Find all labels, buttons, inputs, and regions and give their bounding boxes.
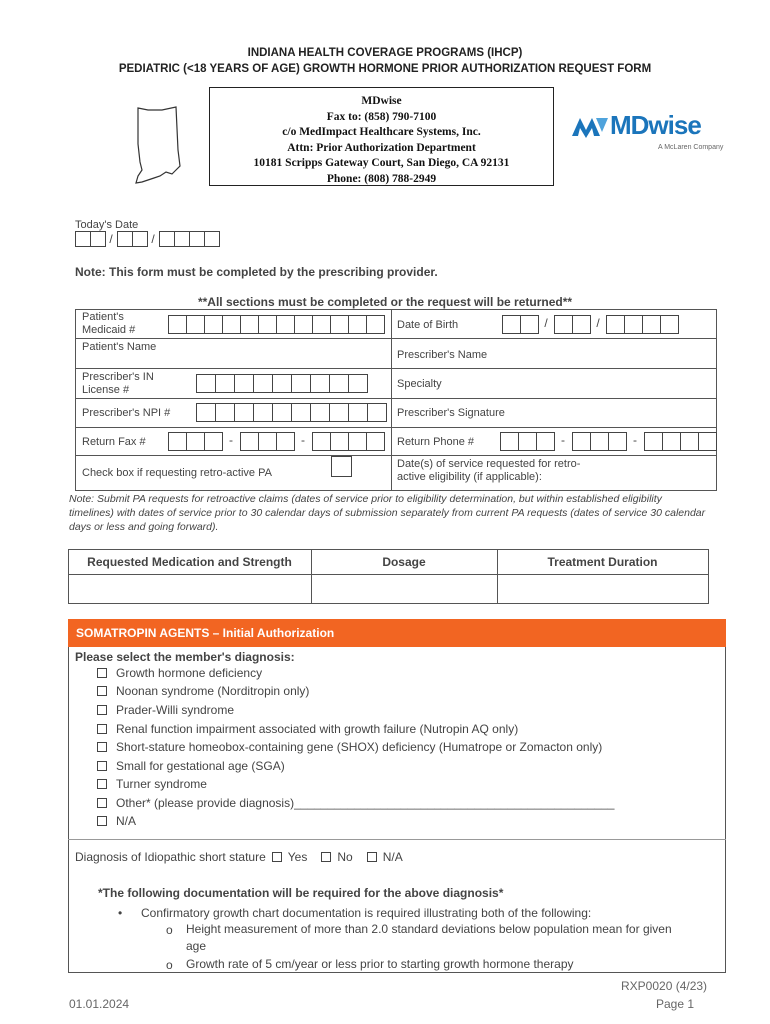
checkbox-icon[interactable] xyxy=(97,816,107,826)
prescriber-name-input[interactable] xyxy=(500,340,714,366)
checkbox-icon[interactable] xyxy=(97,686,107,696)
return-fax-label: Return Fax # xyxy=(82,436,146,448)
sub-bullet-icon: o xyxy=(166,958,173,972)
return-phone-label: Return Phone # xyxy=(397,436,475,448)
diagnosis-option[interactable]: Noonan syndrome (Norditropin only) xyxy=(97,684,309,698)
idiopathic-na-label: N/A xyxy=(382,850,403,864)
mdwise-logo-text: MDwise xyxy=(610,110,701,140)
diagnosis-option[interactable]: Small for gestational age (SGA) xyxy=(97,759,285,773)
checkbox-icon[interactable] xyxy=(97,761,107,771)
documentation-required-note: *The following documentation will be required for the above diagnosis* xyxy=(98,886,504,900)
date-of-birth-label: Date of Birth xyxy=(397,319,459,331)
sections-note: **All sections must be completed or the request will be returned** xyxy=(197,295,573,309)
address-line5: 10181 Scripps Gateway Court, San Diego, CA 92131 xyxy=(253,157,510,169)
dates-of-service-label: Date(s) of service requested for retro-active eligibility (if applicable): xyxy=(397,458,581,483)
idiopathic-short-stature-row xyxy=(75,850,403,864)
checkbox-icon[interactable] xyxy=(97,724,107,734)
documentation-sub-bullet-cont: age xyxy=(186,939,207,953)
return-fax-input[interactable]: - - xyxy=(168,432,384,451)
diagnosis-option-other[interactable]: Other* (please provide diagnosis)________________________________________________ xyxy=(97,796,614,810)
diagnosis-prompt: Please select the member's diagnosis: xyxy=(75,650,295,664)
retro-active-label: Check box if requesting retro-active PA xyxy=(82,467,272,479)
documentation-sub-bullet: Height measurement of more than 2.0 standard deviations below population mean for given xyxy=(186,922,672,936)
address-line6: Phone: (808) 788-2949 xyxy=(326,172,437,185)
checkbox-icon[interactable] xyxy=(97,705,107,715)
documentation-sub-bullet: Growth rate of 5 cm/year or less prior to starting growth hormone therapy xyxy=(186,957,574,971)
todays-date-label: Today's Date xyxy=(75,219,139,231)
diagnosis-option[interactable]: Turner syndrome xyxy=(97,777,207,791)
patient-medicaid-input[interactable] xyxy=(168,315,384,334)
documentation-bullet: Confirmatory growth chart documentation is required illustrating both of the following: xyxy=(141,906,592,920)
address-line1: MDwise xyxy=(361,95,402,107)
todays-date-input[interactable]: / / xyxy=(75,231,219,247)
address-line3: c/o MedImpact Healthcare Systems, Inc. xyxy=(282,126,481,138)
provider-note: Note: This form must be completed by the prescribing provider. xyxy=(75,265,438,279)
medication-strength-header: Requested Medication and Strength xyxy=(87,555,292,569)
prescriber-npi-label: Prescriber's NPI # xyxy=(82,407,171,419)
return-phone-input[interactable]: - - xyxy=(500,432,716,451)
mdwise-logo xyxy=(570,110,730,155)
idiopathic-na-checkbox[interactable] xyxy=(367,852,377,862)
specialty-input[interactable] xyxy=(470,370,714,396)
checkbox-icon[interactable] xyxy=(97,668,107,678)
idiopathic-yes-checkbox[interactable] xyxy=(272,852,282,862)
indiana-map-icon xyxy=(128,104,190,186)
patient-name-label: Patient's Name xyxy=(82,341,157,353)
mdwise-logo-mark-icon xyxy=(570,112,610,140)
diagnosis-option[interactable]: Prader-Willi syndrome xyxy=(97,703,234,717)
diagnosis-option[interactable]: Growth hormone deficiency xyxy=(97,666,262,680)
fax-address-box xyxy=(209,87,554,186)
treatment-duration-input[interactable] xyxy=(499,576,706,602)
specialty-label: Specialty xyxy=(397,378,442,390)
date-of-birth-input[interactable]: / / xyxy=(502,315,678,334)
diagnosis-option[interactable]: Short-stature homeobox-containing gene (SHOX) deficiency (Humatrope or Zomacton only) xyxy=(97,740,602,754)
idiopathic-label: Diagnosis of Idiopathic short stature xyxy=(75,850,266,864)
checkbox-icon[interactable] xyxy=(97,779,107,789)
checkbox-icon[interactable] xyxy=(97,798,107,808)
prescriber-name-label: Prescriber's Name xyxy=(397,349,488,361)
patient-medicaid-label: Patient's Medicaid # xyxy=(82,311,136,336)
prescriber-license-label: Prescriber's IN License # xyxy=(82,371,154,396)
prescriber-signature-input[interactable] xyxy=(515,400,714,425)
idiopathic-yes-label: Yes xyxy=(287,850,308,864)
diagnosis-option[interactable]: Renal function impairment associated with growth failure (Nutropin AQ only) xyxy=(97,722,518,736)
section-header-somatropin: SOMATROPIN AGENTS – Initial Authorization xyxy=(68,619,726,647)
page-number: Page 1 xyxy=(656,997,695,1011)
medication-strength-input[interactable] xyxy=(70,576,309,602)
treatment-duration-header: Treatment Duration xyxy=(547,555,658,569)
address-line4: Attn: Prior Authorization Department xyxy=(287,141,476,154)
form-code: RXP0020 (4/23) xyxy=(621,979,708,993)
dosage-header: Dosage xyxy=(382,555,426,569)
mdwise-logo-tagline: A McLaren Company xyxy=(658,144,724,151)
prescriber-license-input[interactable] xyxy=(196,374,367,393)
retro-active-checkbox[interactable] xyxy=(331,456,352,477)
footer-date: 01.01.2024 xyxy=(69,997,130,1011)
patient-name-input[interactable] xyxy=(163,340,389,366)
diagnosis-option[interactable]: N/A xyxy=(97,814,136,828)
address-line2: Fax to: (858) 790-7100 xyxy=(326,110,437,123)
bullet-icon: • xyxy=(118,906,123,920)
form-title-line1: INDIANA HEALTH COVERAGE PROGRAMS (IHCP) xyxy=(247,47,523,59)
idiopathic-no-checkbox[interactable] xyxy=(321,852,331,862)
idiopathic-no-label: No xyxy=(337,850,353,864)
dosage-input[interactable] xyxy=(313,576,495,602)
prescriber-npi-input[interactable] xyxy=(196,403,386,422)
sub-bullet-icon: o xyxy=(166,923,173,937)
retroactive-claims-note: Note: Submit PA requests for retroactive claims (dates of service prior to eligibility determination, but within established eligibility timelines) with dates of service prior to 30 calendar days of submission separately from current PA requests (dates of service 30 calendar days or less and going forward). xyxy=(69,493,706,533)
form-title-line2: PEDIATRIC (<18 YEARS OF AGE) GROWTH HORMONE PRIOR AUTHORIZATION REQUEST FORM xyxy=(118,63,652,75)
checkbox-icon[interactable] xyxy=(97,742,107,752)
prescriber-signature-label: Prescriber's Signature xyxy=(397,407,505,419)
